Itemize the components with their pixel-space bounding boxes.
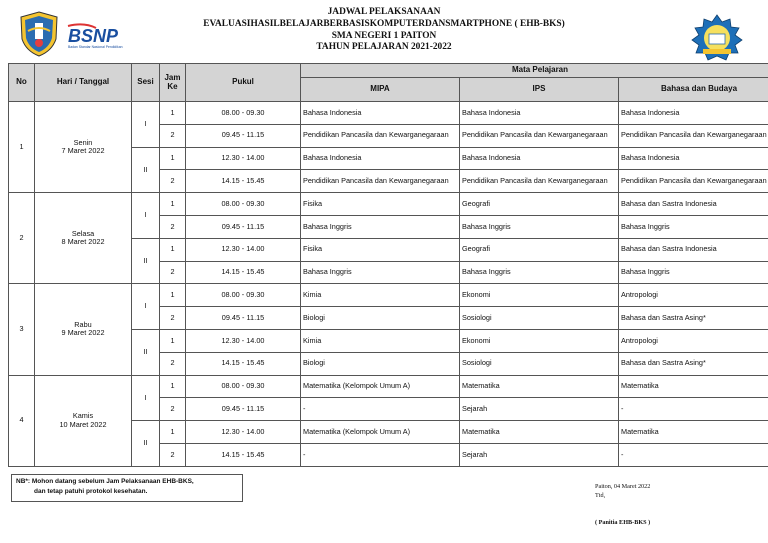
- cell-mipa: Bahasa Indonesia: [301, 147, 460, 170]
- cell-bahasa: Bahasa dan Sastra Indonesia: [619, 193, 768, 216]
- cell-ips: Sejarah: [460, 398, 619, 421]
- signature-ttd: Ttd,: [595, 492, 606, 499]
- cell-jam-ke: 2: [160, 443, 186, 466]
- cell-ips: Ekonomi: [460, 329, 619, 352]
- cell-bahasa: -: [619, 398, 768, 421]
- cell-mipa: Kimia: [301, 329, 460, 352]
- cell-ips: Pendidikan Pancasila dan Kewarganegaraan: [460, 170, 619, 193]
- table-row: [9, 284, 768, 307]
- cell-mipa: -: [301, 443, 460, 466]
- col-ips: IPS: [460, 78, 619, 102]
- cell-sesi: I: [132, 375, 160, 421]
- cell-jam-ke: 2: [160, 398, 186, 421]
- cell-pukul: 09.45 - 11.15: [186, 124, 301, 147]
- cell-no: 4: [9, 375, 35, 466]
- header-year: TAHUN PELAJARAN 2021-2022: [316, 42, 452, 53]
- cell-mipa: Pendidikan Pancasila dan Kewarganegaraan: [301, 124, 460, 147]
- note-box: [11, 474, 243, 502]
- cell-mipa: Fisika: [301, 193, 460, 216]
- header-subtitle: EVALUASIHASILBELAJARBERBASISKOMPUTERDANSMARTPHONE ( EHB-BKS): [203, 18, 565, 29]
- bsnp-logo-subtitle: Badan Standar Nasional Pendidikan: [68, 45, 123, 49]
- cell-bahasa: Bahasa dan Sastra Asing*: [619, 307, 768, 330]
- cell-ips: Matematika: [460, 421, 619, 444]
- cell-bahasa: Pendidikan Pancasila dan Kewarganegaraan: [619, 170, 768, 193]
- cell-jam-ke: 1: [160, 102, 186, 125]
- cell-bahasa: Antropologi: [619, 284, 768, 307]
- cell-mipa: Biologi: [301, 352, 460, 375]
- cell-sesi: I: [132, 284, 160, 330]
- schedule-body: [9, 102, 768, 467]
- cell-mipa: Matematika (Kelompok Umum A): [301, 375, 460, 398]
- cell-bahasa: Bahasa dan Sastra Indonesia: [619, 238, 768, 261]
- cell-pukul: 08.00 - 09.30: [186, 284, 301, 307]
- school-emblem-logo: [691, 14, 743, 62]
- table-row: [9, 102, 768, 125]
- cell-tanggal: 8 Maret 2022: [61, 237, 105, 247]
- cell-ips: Geografi: [460, 238, 619, 261]
- cell-pukul: 09.45 - 11.15: [186, 307, 301, 330]
- cell-hari: Rabu: [74, 319, 92, 329]
- cell-jam-ke: 2: [160, 352, 186, 375]
- cell-ips: Bahasa Indonesia: [460, 102, 619, 125]
- cell-bahasa: Bahasa Indonesia: [619, 147, 768, 170]
- cell-jam-ke: 2: [160, 307, 186, 330]
- cell-sesi: II: [132, 421, 160, 467]
- cell-pukul: 12.30 - 14.00: [186, 238, 301, 261]
- cell-pukul: 12.30 - 14.00: [186, 421, 301, 444]
- cell-tanggal: 9 Maret 2022: [61, 328, 105, 338]
- cell-mipa: Bahasa Inggris: [301, 261, 460, 284]
- col-pukul: Pukul: [186, 64, 301, 102]
- cell-bahasa: Bahasa Inggris: [619, 261, 768, 284]
- cell-ips: Sejarah: [460, 443, 619, 466]
- cell-ips: Ekonomi: [460, 284, 619, 307]
- cell-pukul: 09.45 - 11.15: [186, 215, 301, 238]
- cell-mipa: Fisika: [301, 238, 460, 261]
- cell-pukul: 08.00 - 09.30: [186, 193, 301, 216]
- note-line-1: NB*: Mohon datang sebelum Jam Pelaksanaan EHB-BKS,: [16, 478, 194, 485]
- col-bahasa-budaya: Bahasa dan Budaya: [619, 78, 768, 102]
- bsnp-logo-text: BSNP: [68, 26, 119, 46]
- cell-mipa: Bahasa Inggris: [301, 215, 460, 238]
- col-mata-pelajaran: Mata Pelajaran: [301, 64, 768, 78]
- cell-sesi: II: [132, 238, 160, 284]
- cell-sesi: II: [132, 147, 160, 193]
- cell-jam-ke: 2: [160, 124, 186, 147]
- cell-hari: Senin: [73, 137, 93, 147]
- cell-ips: Bahasa Inggris: [460, 215, 619, 238]
- col-hari-tanggal: Hari / Tanggal: [35, 64, 132, 102]
- cell-jam-ke: 1: [160, 375, 186, 398]
- table-row: [9, 193, 768, 216]
- cell-no: 2: [9, 193, 35, 284]
- province-crest-logo: [19, 11, 59, 57]
- cell-bahasa: Bahasa Indonesia: [619, 102, 768, 125]
- cell-mipa: Kimia: [301, 284, 460, 307]
- cell-pukul: 09.45 - 11.15: [186, 398, 301, 421]
- cell-sesi: I: [132, 102, 160, 148]
- cell-bahasa: Matematika: [619, 375, 768, 398]
- cell-pukul: 14.15 - 15.45: [186, 352, 301, 375]
- cell-mipa: Bahasa Indonesia: [301, 102, 460, 125]
- cell-bahasa: Pendidikan Pancasila dan Kewarganegaraan: [619, 124, 768, 147]
- cell-bahasa: Bahasa dan Sastra Asing*: [619, 352, 768, 375]
- cell-hari-tanggal: [35, 284, 132, 375]
- cell-hari: Kamis: [72, 411, 94, 421]
- cell-pukul: 08.00 - 09.30: [186, 102, 301, 125]
- cell-hari-tanggal: [35, 102, 132, 193]
- cell-mipa: Biologi: [301, 307, 460, 330]
- signature-name: ( Panitia EHB-BKS ): [595, 519, 651, 526]
- cell-mipa: Pendidikan Pancasila dan Kewarganegaraan: [301, 170, 460, 193]
- cell-sesi: I: [132, 193, 160, 239]
- cell-ips: Matematika: [460, 375, 619, 398]
- cell-bahasa: Antropologi: [619, 329, 768, 352]
- cell-jam-ke: 2: [160, 215, 186, 238]
- cell-ips: Bahasa Indonesia: [460, 147, 619, 170]
- cell-mipa: -: [301, 398, 460, 421]
- table-row: [9, 375, 768, 398]
- cell-ips: Pendidikan Pancasila dan Kewarganegaraan: [460, 124, 619, 147]
- cell-tanggal: 10 Maret 2022: [59, 419, 107, 429]
- col-jam-ke: Jam Ke: [160, 64, 186, 102]
- cell-jam-ke: 2: [160, 170, 186, 193]
- cell-bahasa: Bahasa Inggris: [619, 215, 768, 238]
- signature-place-date: Paiton, 04 Maret 2022: [595, 483, 651, 490]
- cell-hari-tanggal: [35, 193, 132, 284]
- cell-jam-ke: 1: [160, 238, 186, 261]
- header-title: JADWAL PELAKSANAAN: [327, 7, 441, 17]
- cell-bahasa: -: [619, 443, 768, 466]
- cell-tanggal: 7 Maret 2022: [61, 146, 105, 156]
- cell-ips: Geografi: [460, 193, 619, 216]
- cell-pukul: 08.00 - 09.30: [186, 375, 301, 398]
- col-mipa: MIPA: [301, 78, 460, 102]
- cell-ips: Sosiologi: [460, 352, 619, 375]
- schedule-table: [8, 63, 768, 467]
- cell-pukul: 14.15 - 15.45: [186, 261, 301, 284]
- note-line-2: dan tetap patuhi protokol kesehatan.: [34, 488, 148, 495]
- cell-sesi: II: [132, 329, 160, 375]
- cell-jam-ke: 1: [160, 329, 186, 352]
- col-no: No: [9, 64, 35, 102]
- cell-pukul: 14.15 - 15.45: [186, 443, 301, 466]
- cell-bahasa: Matematika: [619, 421, 768, 444]
- cell-no: 3: [9, 284, 35, 375]
- cell-jam-ke: 1: [160, 421, 186, 444]
- cell-hari-tanggal: [35, 375, 132, 466]
- cell-hari: Selasa: [71, 228, 95, 238]
- cell-mipa: Matematika (Kelompok Umum A): [301, 421, 460, 444]
- cell-ips: Bahasa Inggris: [460, 261, 619, 284]
- cell-pukul: 12.30 - 14.00: [186, 329, 301, 352]
- bsnp-logo: [66, 22, 140, 50]
- col-sesi: Sesi: [132, 64, 160, 102]
- cell-no: 1: [9, 102, 35, 193]
- header-school: SMA NEGERI 1 PAITON: [331, 30, 437, 41]
- cell-pukul: 14.15 - 15.45: [186, 170, 301, 193]
- cell-jam-ke: 2: [160, 261, 186, 284]
- cell-jam-ke: 1: [160, 284, 186, 307]
- cell-pukul: 12.30 - 14.00: [186, 147, 301, 170]
- cell-jam-ke: 1: [160, 193, 186, 216]
- cell-jam-ke: 1: [160, 147, 186, 170]
- cell-ips: Sosiologi: [460, 307, 619, 330]
